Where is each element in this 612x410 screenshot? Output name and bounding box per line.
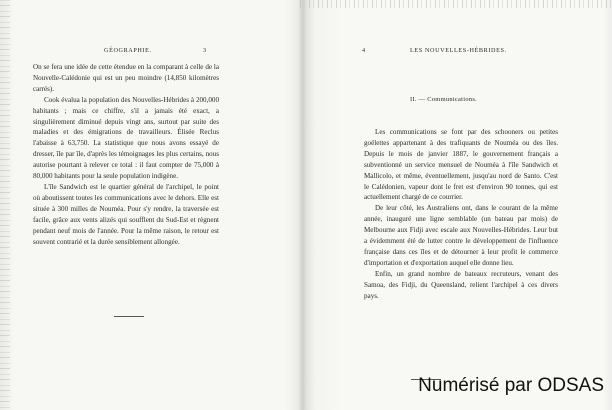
paragraph: On se fera une idée de cette étendue en la comparant à celle de la Nouvelle-Calédonie qui est un peu moindre (14,850 kilomètres carrés). — [33, 63, 219, 93]
paragraph: Les communications se font par des schooners ou petites goëlettes appartenant à des trafiquants de Nouméa ou des îles. Depuis le mois de janvier 1887, le gouvernement français a subventionné un service mensuel de Nouméa à l'île Sandwich et Mallicolo, et même, éventuellement, jusqu'au nord de Santo. C'est le Calédonien, vapeur dont le fret est d'environ 90 tonnes, qui est actuellement chargé de ce courrier. — [364, 128, 558, 202]
book-gutter — [299, 0, 307, 410]
left-running-title: GÉOGRAPHIE. — [104, 47, 152, 54]
scan-edge-speckle-left — [0, 0, 10, 410]
scan-edge-speckle — [300, 0, 612, 8]
right-running-title: LES NOUVELLES-HÉBRIDES. — [410, 47, 507, 54]
right-page-number: 4 — [362, 47, 366, 54]
paragraph: Cook évalua la population des Nouvelles-Hébrides à 200,000 habitants ; mais ce chiffre, s'il a jamais été exact, a singulièrement diminué depuis vingt ans, surtout par suite des maladies et des émigrations de travailleurs. Élisée Reclus l'abaisse à 63,750. La statistique que nous avons essayé de dresser, île par île, d'après les témoignages les plus certains, nous autorise pourtant à relever ce total : il faut compter de 75,000 à 80,000 habitants pour la seule population indigène. — [33, 95, 219, 181]
left-body-text — [33, 62, 219, 247]
end-rule — [114, 316, 144, 317]
left-page-number: 3 — [203, 47, 207, 54]
paragraph: Enfin, un grand nombre de bateaux recruteurs, venant des Samoa, des Fidji, du Queensland, relient l'archipel à ces divers pays. — [364, 269, 558, 300]
paragraph: De leur côté, les Australiens ont, dans le courant de la même année, inauguré une ligne semblable (un bateau par mois) de Melbourne aux Fidji avec escale aux Nouvelles-Hébrides. Leur but a évidemment été de lutter contre le développement de l'influence française dans ces îles et de détourner à leur profit le commerce d'importation et d'exportation auquel elle donne lieu. — [364, 204, 558, 267]
digitization-watermark: Numérisé par ODSAS — [418, 375, 604, 396]
paragraph: L'île Sandwich est le quartier général de l'archipel, le point où aboutissent toutes les communications avec le dehors. Elle est située à 300 milles de Nouméa. Pour s'y rendre, la traversée est facile, grâce aux vents alizés qui soufflent du Sud-Est et règnent pendant neuf mois de l'année. Pour la même raison, le retour est souvent contrarié et la durée sensiblement allongée. — [33, 182, 219, 246]
right-body-text — [364, 127, 558, 302]
section-title: II. — Communications. — [410, 96, 478, 103]
